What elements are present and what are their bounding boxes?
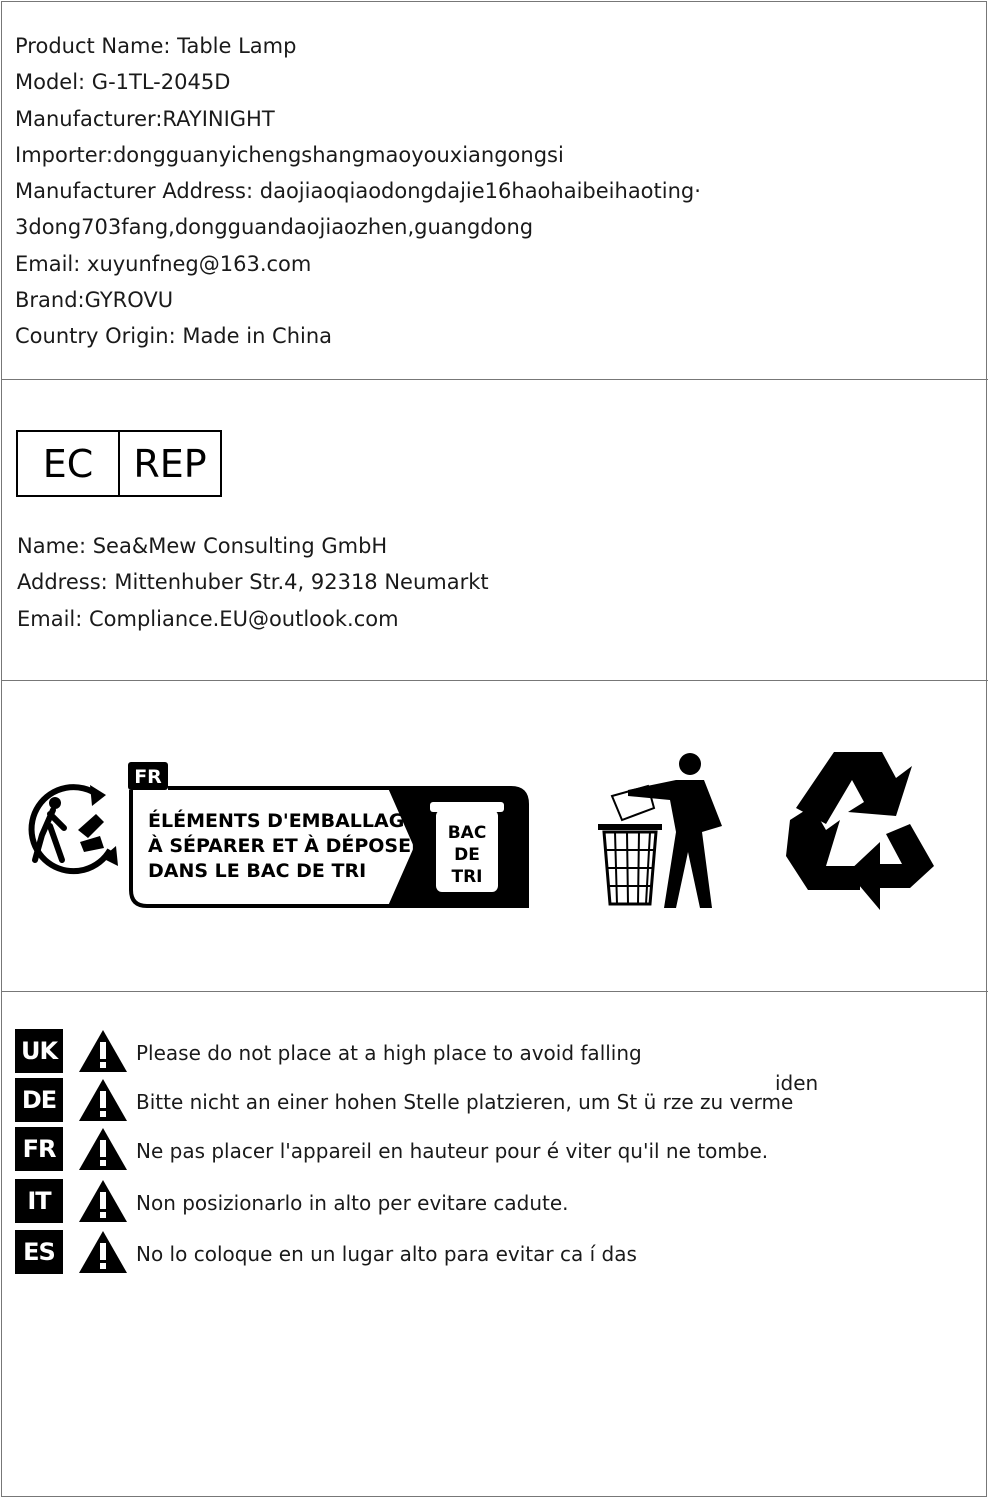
- flag-badge: FR: [15, 1127, 63, 1171]
- warning-row: [15, 1126, 768, 1172]
- warning-text-overflow: iden: [775, 1071, 819, 1095]
- warning-row: [15, 1028, 642, 1074]
- bin-line1: BAC: [447, 823, 487, 843]
- ec-rep-name: Name: Sea&Mew Consulting GmbH: [17, 534, 388, 558]
- ec-rep-address: Address: Mittenhuber Str.4, 92318 Neumarkt: [17, 570, 489, 595]
- bin-line2: DE: [454, 845, 480, 865]
- warning-text: No lo coloque en un lugar alto para evitar ca í das: [136, 1242, 637, 1266]
- triman-line3: DANS LE BAC DE TRI: [148, 860, 367, 882]
- triman-country: FR: [134, 766, 162, 788]
- warning-text: Non posizionarlo in alto per evitare cadute.: [136, 1191, 569, 1215]
- manufacturer-address-cont: 3dong703fang,dongguandaojiaozhen,guangdong: [15, 215, 534, 240]
- flag-badge: UK: [15, 1029, 63, 1073]
- manufacturer-address: Manufacturer Address: daojiaoqiaodongdajie16haohaibeihaoting·: [15, 179, 701, 204]
- product-model: Model: G-1TL-2045D: [15, 70, 231, 95]
- warning-row: [15, 1077, 793, 1123]
- warning-icon: [78, 1230, 128, 1274]
- brand: Brand:GYROVU: [15, 288, 174, 313]
- product-name: Product Name: Table Lamp: [15, 34, 297, 58]
- ec-rep-badge-ec: EC: [18, 432, 120, 495]
- manufacturer-email: Email: xuyunfneg@163.com: [15, 251, 312, 276]
- warning-icon: [78, 1179, 128, 1223]
- country-origin: Country Origin: Made in China: [15, 324, 333, 349]
- flag-badge: ES: [15, 1230, 63, 1274]
- flag-badge: IT: [15, 1179, 63, 1223]
- warning-icon: [78, 1127, 128, 1171]
- ec-rep-badge-rep: REP: [133, 441, 207, 486]
- triman-line1: ÉLÉMENTS D'EMBALLAGE: [148, 810, 418, 832]
- warning-row: [15, 1229, 637, 1275]
- section-divider: [1, 991, 988, 992]
- importer: Importer:dongguanyichengshangmaoyouxiangongsi: [15, 142, 564, 167]
- ec-rep-badge: [16, 430, 222, 497]
- manufacturer: Manufacturer:RAYINIGHT: [15, 106, 275, 131]
- warning-row: [15, 1178, 569, 1224]
- warning-icon: [78, 1029, 128, 1073]
- disposal-symbols: [0, 740, 989, 930]
- flag-badge: DE: [15, 1078, 63, 1122]
- warning-text: Please do not place at a high place to avoid falling: [136, 1041, 642, 1065]
- triman-icon: [32, 785, 118, 871]
- ec-rep-email: Email: Compliance.EU@outlook.com: [17, 606, 399, 631]
- warning-icon: [78, 1078, 128, 1122]
- warning-text: Ne pas placer l'appareil en hauteur pour é viter qu'il ne tombe.: [136, 1139, 769, 1163]
- triman-info-panel: [128, 762, 527, 906]
- recycle-icon: [786, 752, 934, 910]
- product-info: [15, 28, 701, 355]
- ec-rep-info: [17, 528, 489, 637]
- tidy-man-icon: [598, 753, 722, 908]
- bin-line3: TRI: [451, 867, 483, 887]
- warning-text: Bitte nicht an einer hohen Stelle platzieren, um St ü rze zu verme: [136, 1090, 794, 1114]
- triman-line2: À SÉPARER ET À DÉPOSER: [148, 835, 426, 857]
- section-divider: [1, 680, 988, 681]
- section-divider: [1, 379, 988, 380]
